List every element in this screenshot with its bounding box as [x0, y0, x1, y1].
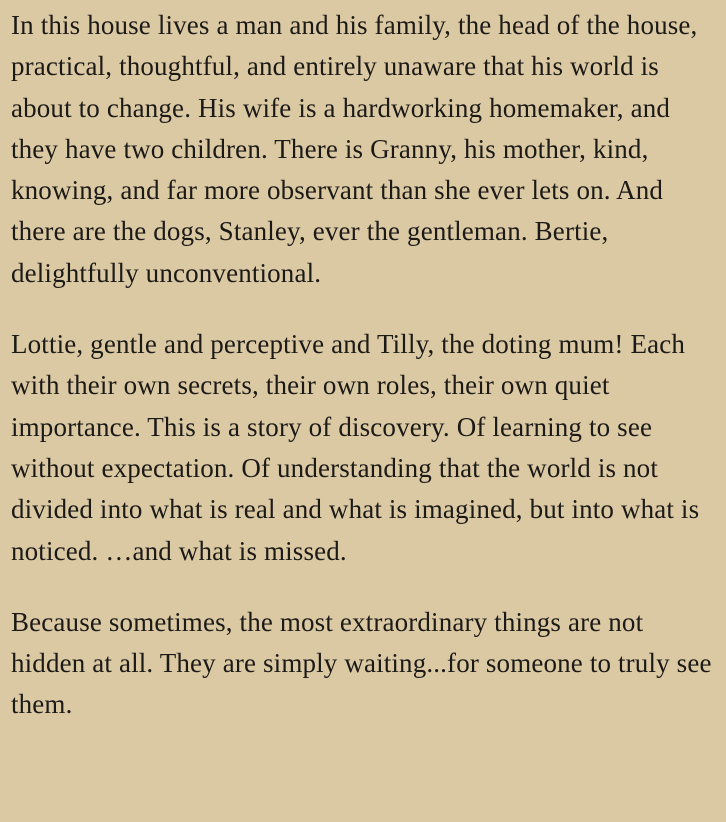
paragraph-1: In this house lives a man and his family, the head of the house, practical, thoughtful, and entirely unaware that his world is about to change. His wife is a hardworking homemaker, and they have two children. There is Granny, his mother, kind, knowing, and far more observant than she ever lets on. And there are the dogs, Stanley, ever the gentleman. Bertie, delightfully unconventional. — [11, 10, 698, 288]
paragraph-3: Because sometimes, the most extraordinary things are not hidden at all. They are simply waiting...for someone to truly see them. — [11, 606, 712, 720]
paragraph-2: Lottie, gentle and perceptive and Tilly, the doting mum! Each with their own secrets, their own roles, their own quiet importance. This is a story of discovery. Of learning to see without expectation. Of understanding that the world is not divided into what is real and what is imagined, but into what is noticed. …and what is missed. — [11, 329, 700, 566]
